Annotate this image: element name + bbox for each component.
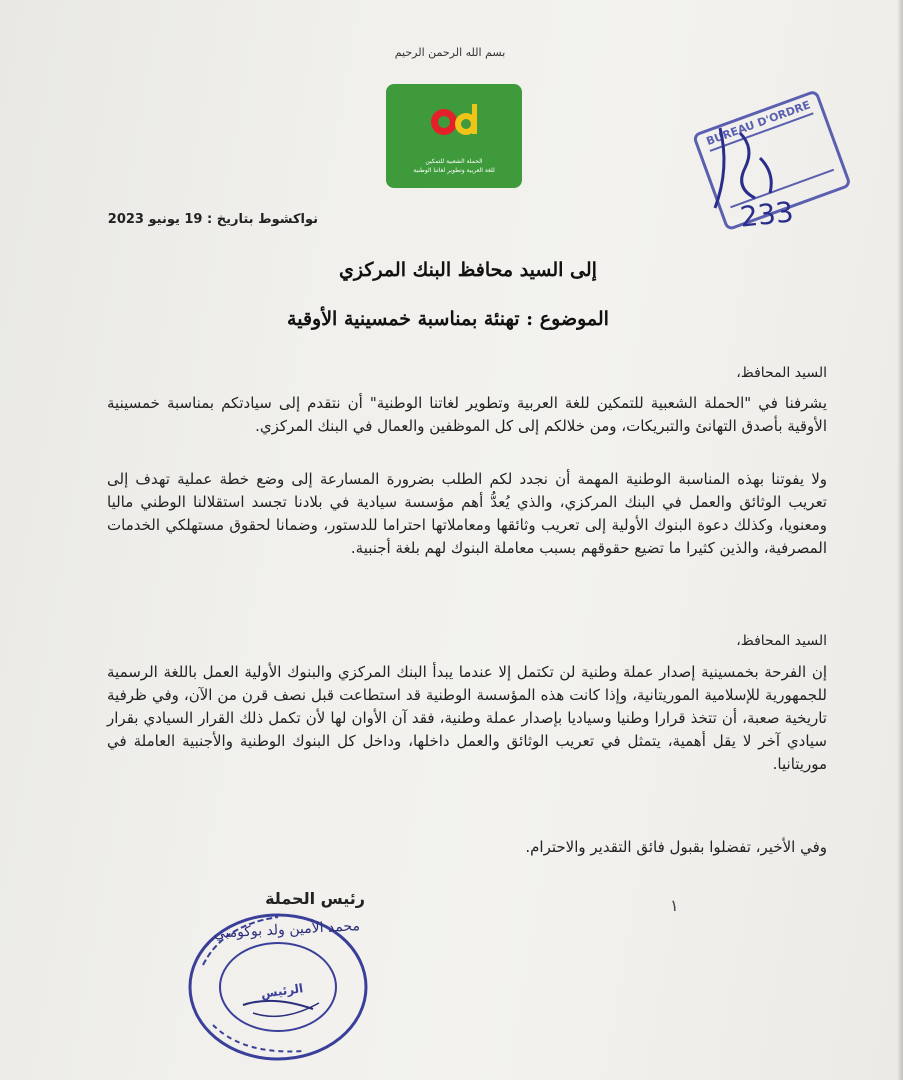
signature-title: رئيس الحملة (265, 889, 365, 908)
seal-label: الرئيس (259, 981, 304, 1001)
logo-text-line1: الحملة الشعبية للتمكين (425, 158, 483, 165)
signatory-name: محمد الأمين ولد بوكومبي (213, 918, 361, 942)
paragraph-3: إن الفرحة بخمسينية إصدار عملة وطنية لن تكتمل إلا عندما يبدأ البنك المركزي والبنوك الأولية العمل باللغة الرسمية للجمهورية للإسلامية الموريتانية، وإذا كانت هذه المؤسسة الوطنية قد استطاعت قبل نصف قرن من الآن، وفي ظرفية تاريخية صعبة، أن تتخذ قرارا وطنيا وسياديا بإصدار عملة وطنية، فقد آن الأوان لها لأن تكمل ذلك القرار السيادي بقرار سيادي آخر لا يقل أهمية، يتمثل في تعريب الوثائق والعمل داخلها، وداخل كل البنوك الوطنية والأجنبية العاملة في موريتانيا. (107, 663, 827, 773)
page-mark: ١ (670, 896, 679, 915)
letter-date: نواكشوط بتاريخ : 19 يونيو 2023 (107, 212, 318, 227)
basmala: بسم الله الرحمن الرحيم (394, 46, 506, 59)
paragraph-2: ولا يفوتنا بهذه المناسبة الوطنية المهمة أن نجدد لكم الطلب بضرورة المسارعة إلى وضع خطة عملية تهدف إلى تعريب الوثائق والعمل في البنك المركزي، والذي يُعدُّ أهم مؤسسة سيادية في بلادنا تجسد استقلالنا الوطني ماليا ومعنويا، وكذلك دعوة البنوك الأولية إلى تعريب وثائقها ومعاملاتها احتراما للدستور، وضمانا لحقوق مستهلكي الخدمات المصرفية، والذين كثيرا ما تضيع حقوقهم بسبب معاملة البنوك لهم بلغة أجنبية. (107, 470, 827, 557)
closing-line: وفي الأخير، تفضلوا بقبول فائق التقدير والاحترام. (525, 838, 827, 856)
campaign-logo (386, 84, 522, 188)
stamp-number: 233 (738, 195, 796, 234)
reception-stamp-icon (660, 88, 860, 258)
page-edge-shadow (897, 0, 903, 1080)
salutation: السيد المحافظ، (736, 365, 827, 381)
logo-mark-icon (424, 100, 486, 140)
salutation-2: السيد المحافظ، (736, 633, 827, 649)
logo-text-line2: للغة العربية وتطوير لغاتنا الوطنية (413, 167, 495, 174)
paragraph-1: يشرفنا في "الحملة الشعبية للتمكين للغة العربية وتطوير لغاتنا الوطنية" أن نتقدم إلى سيادتكم بمناسبة خمسينية الأوقية بأصدق التهانئ والتبريكات، ومن خلالكم إلى كل الموظفين والعمال في البنك المركزي. (107, 394, 827, 435)
subject-heading: الموضوع : تهنئة بمناسبة خمسينية الأوقية (287, 308, 609, 330)
recipient-heading: إلى السيد محافظ البنك المركزي (339, 259, 597, 281)
svg-text:BUREAU D'ORDRE: BUREAU D'ORDRE (704, 98, 813, 149)
